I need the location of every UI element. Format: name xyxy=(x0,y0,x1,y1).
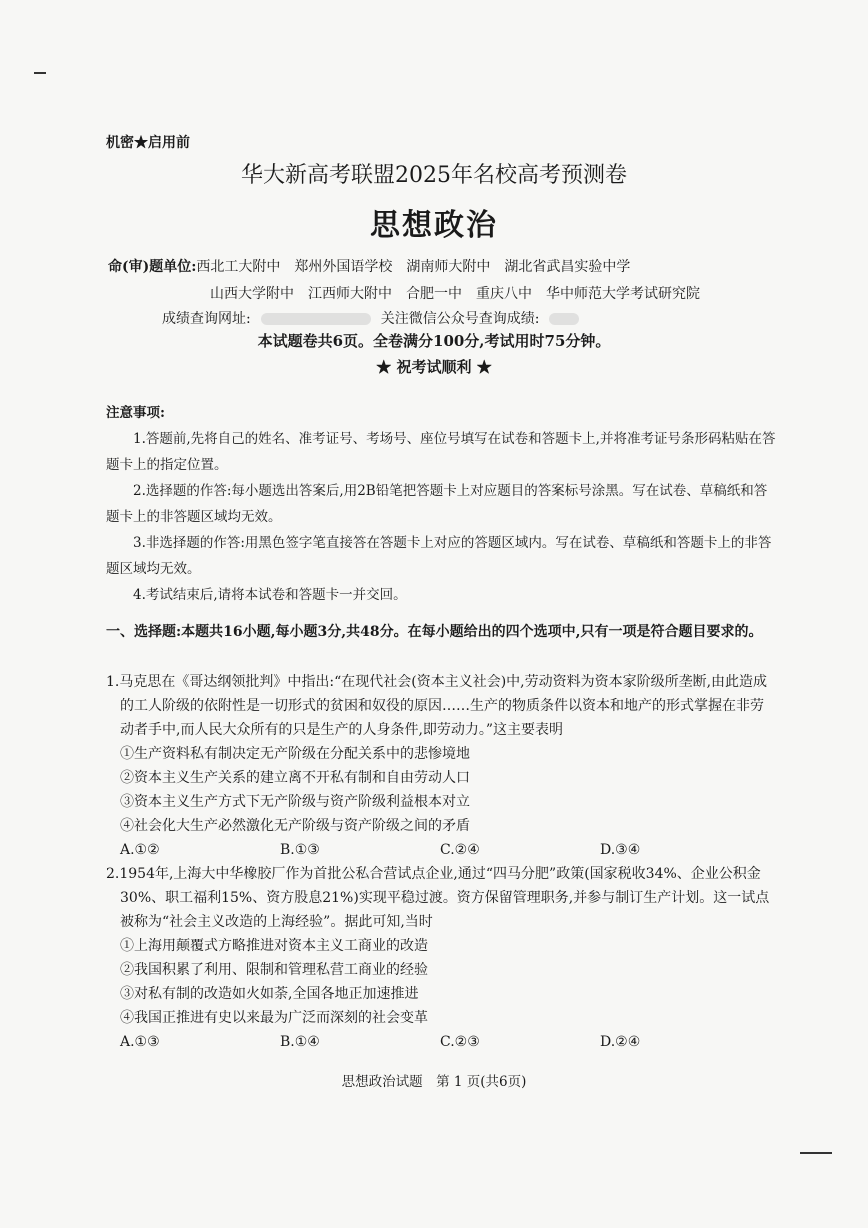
section-heading: 一、选择题:本题共16小题,每小题3分,共48分。在每小题给出的四个选项中,只有一项是符合题目要求的。 xyxy=(106,624,763,640)
good-luck-line: ★ 祝考试顺利 ★ xyxy=(376,358,492,376)
choice-c: C.②④ xyxy=(440,842,480,858)
exam-title: 华大新高考联盟2025年名校高考预测卷 xyxy=(241,163,627,188)
statement-3: ③资本主义生产方式下无产阶级与资产阶级利益根本对立 xyxy=(120,794,470,810)
answer-choices xyxy=(106,1030,776,1054)
statement-2: ②我国积累了利用、限制和管理私营工商业的经验 xyxy=(120,962,428,978)
statement-2: ②资本主义生产关系的建立离不开私有制和自由劳动人口 xyxy=(120,770,470,786)
score-query-line xyxy=(162,308,589,328)
question-stem: 2.1954年,上海大中华橡胶厂作为首批公私合营试点企业,通过“四马分肥”政策(国家税收34%、企业公积金30%、职工福利15%、资方股息21%)实现平稳过渡。资方保留管理职务,并参与制订生产计划。这一试点被称为“社会主义改造的上海经验”。据此可知,当时 xyxy=(106,866,770,930)
question-1 xyxy=(106,670,776,862)
statement-4: ④我国正推进有史以来最为广泛而深刻的社会变革 xyxy=(120,1010,428,1026)
instruction-item: 3.非选择题的作答:用黑色签字笔直接答在答题卡上对应的答题区域内。写在试卷、草稿纸和答题卡上的非答题区域均无效。 xyxy=(106,535,772,577)
statement-1: ①上海用颠覆式方略推进对资本主义工商业的改造 xyxy=(120,938,428,954)
scan-mark xyxy=(34,72,46,74)
statement-1: ①生产资料私有制决定无产阶级在分配关系中的悲惨境地 xyxy=(120,746,470,762)
page-footer: 思想政治试题 第 1 页(共6页) xyxy=(341,1074,527,1090)
choice-a: A.①③ xyxy=(120,1034,160,1050)
statement-3: ③对私有制的改造如火如荼,全国各地正加速推进 xyxy=(120,986,419,1002)
choice-b: B.①③ xyxy=(280,842,320,858)
org-list-1: 西北工大附中 郑州外国语学校 湖南师大附中 湖北省武昌实验中学 xyxy=(196,259,631,275)
subject-title: 思想政治 xyxy=(370,208,498,243)
confidential-label: 机密★启用前 xyxy=(106,135,190,151)
scan-mark xyxy=(800,1152,832,1154)
redacted-url xyxy=(261,313,371,325)
instruction-item: 4.考试结束后,请将本试卷和答题卡一并交回。 xyxy=(133,587,407,603)
org-line-1 xyxy=(108,256,630,276)
exam-info: 本试题卷共6页。全卷满分100分,考试用时75分钟。 xyxy=(257,332,611,350)
org-line-2: 山西大学附中 江西师大附中 合肥一中 重庆八中 华中师范大学考试研究院 xyxy=(210,286,700,302)
choice-a: A.①② xyxy=(120,842,160,858)
statement-4: ④社会化大生产必然激化无产阶级与资产阶级之间的矛盾 xyxy=(120,818,470,834)
instruction-item: 2.选择题的作答:每小题选出答案后,用2B铅笔把答题卡上对应题目的答案标号涂黑。写在试卷、草稿纸和答题卡上的非答题区域均无效。 xyxy=(106,483,768,525)
instructions xyxy=(106,400,776,608)
answer-choices xyxy=(106,838,776,862)
redacted-account xyxy=(549,313,579,325)
instruction-item: 1.答题前,先将自己的姓名、准考证号、考场号、座位号填写在试卷和答题卡上,并将准考证号条形码粘贴在答题卡上的指定位置。 xyxy=(106,431,776,473)
choice-d: D.③④ xyxy=(600,842,641,858)
wechat-label: 关注微信公众号查询成绩: xyxy=(380,311,540,327)
question-stem: 1.马克思在《哥达纲领批判》中指出:“在现代社会(资本主义社会)中,劳动资料为资本家阶级所垄断,由此造成的工人阶级的依附性是一切形式的贫困和奴役的原因……生产的物质条件以资本和地产的形式掌握在非劳动者手中,而人民大众所有的只是生产的人身条件,即劳动力。”这主要表明 xyxy=(106,674,768,738)
instructions-heading: 注意事项: xyxy=(106,405,165,421)
choice-c: C.②③ xyxy=(440,1034,480,1050)
choice-d: D.②④ xyxy=(600,1034,641,1050)
choice-b: B.①④ xyxy=(280,1034,320,1050)
query-label: 成绩查询网址: xyxy=(162,311,251,327)
org-label: 命(审)题单位: xyxy=(108,259,197,275)
question-2 xyxy=(106,862,776,1054)
